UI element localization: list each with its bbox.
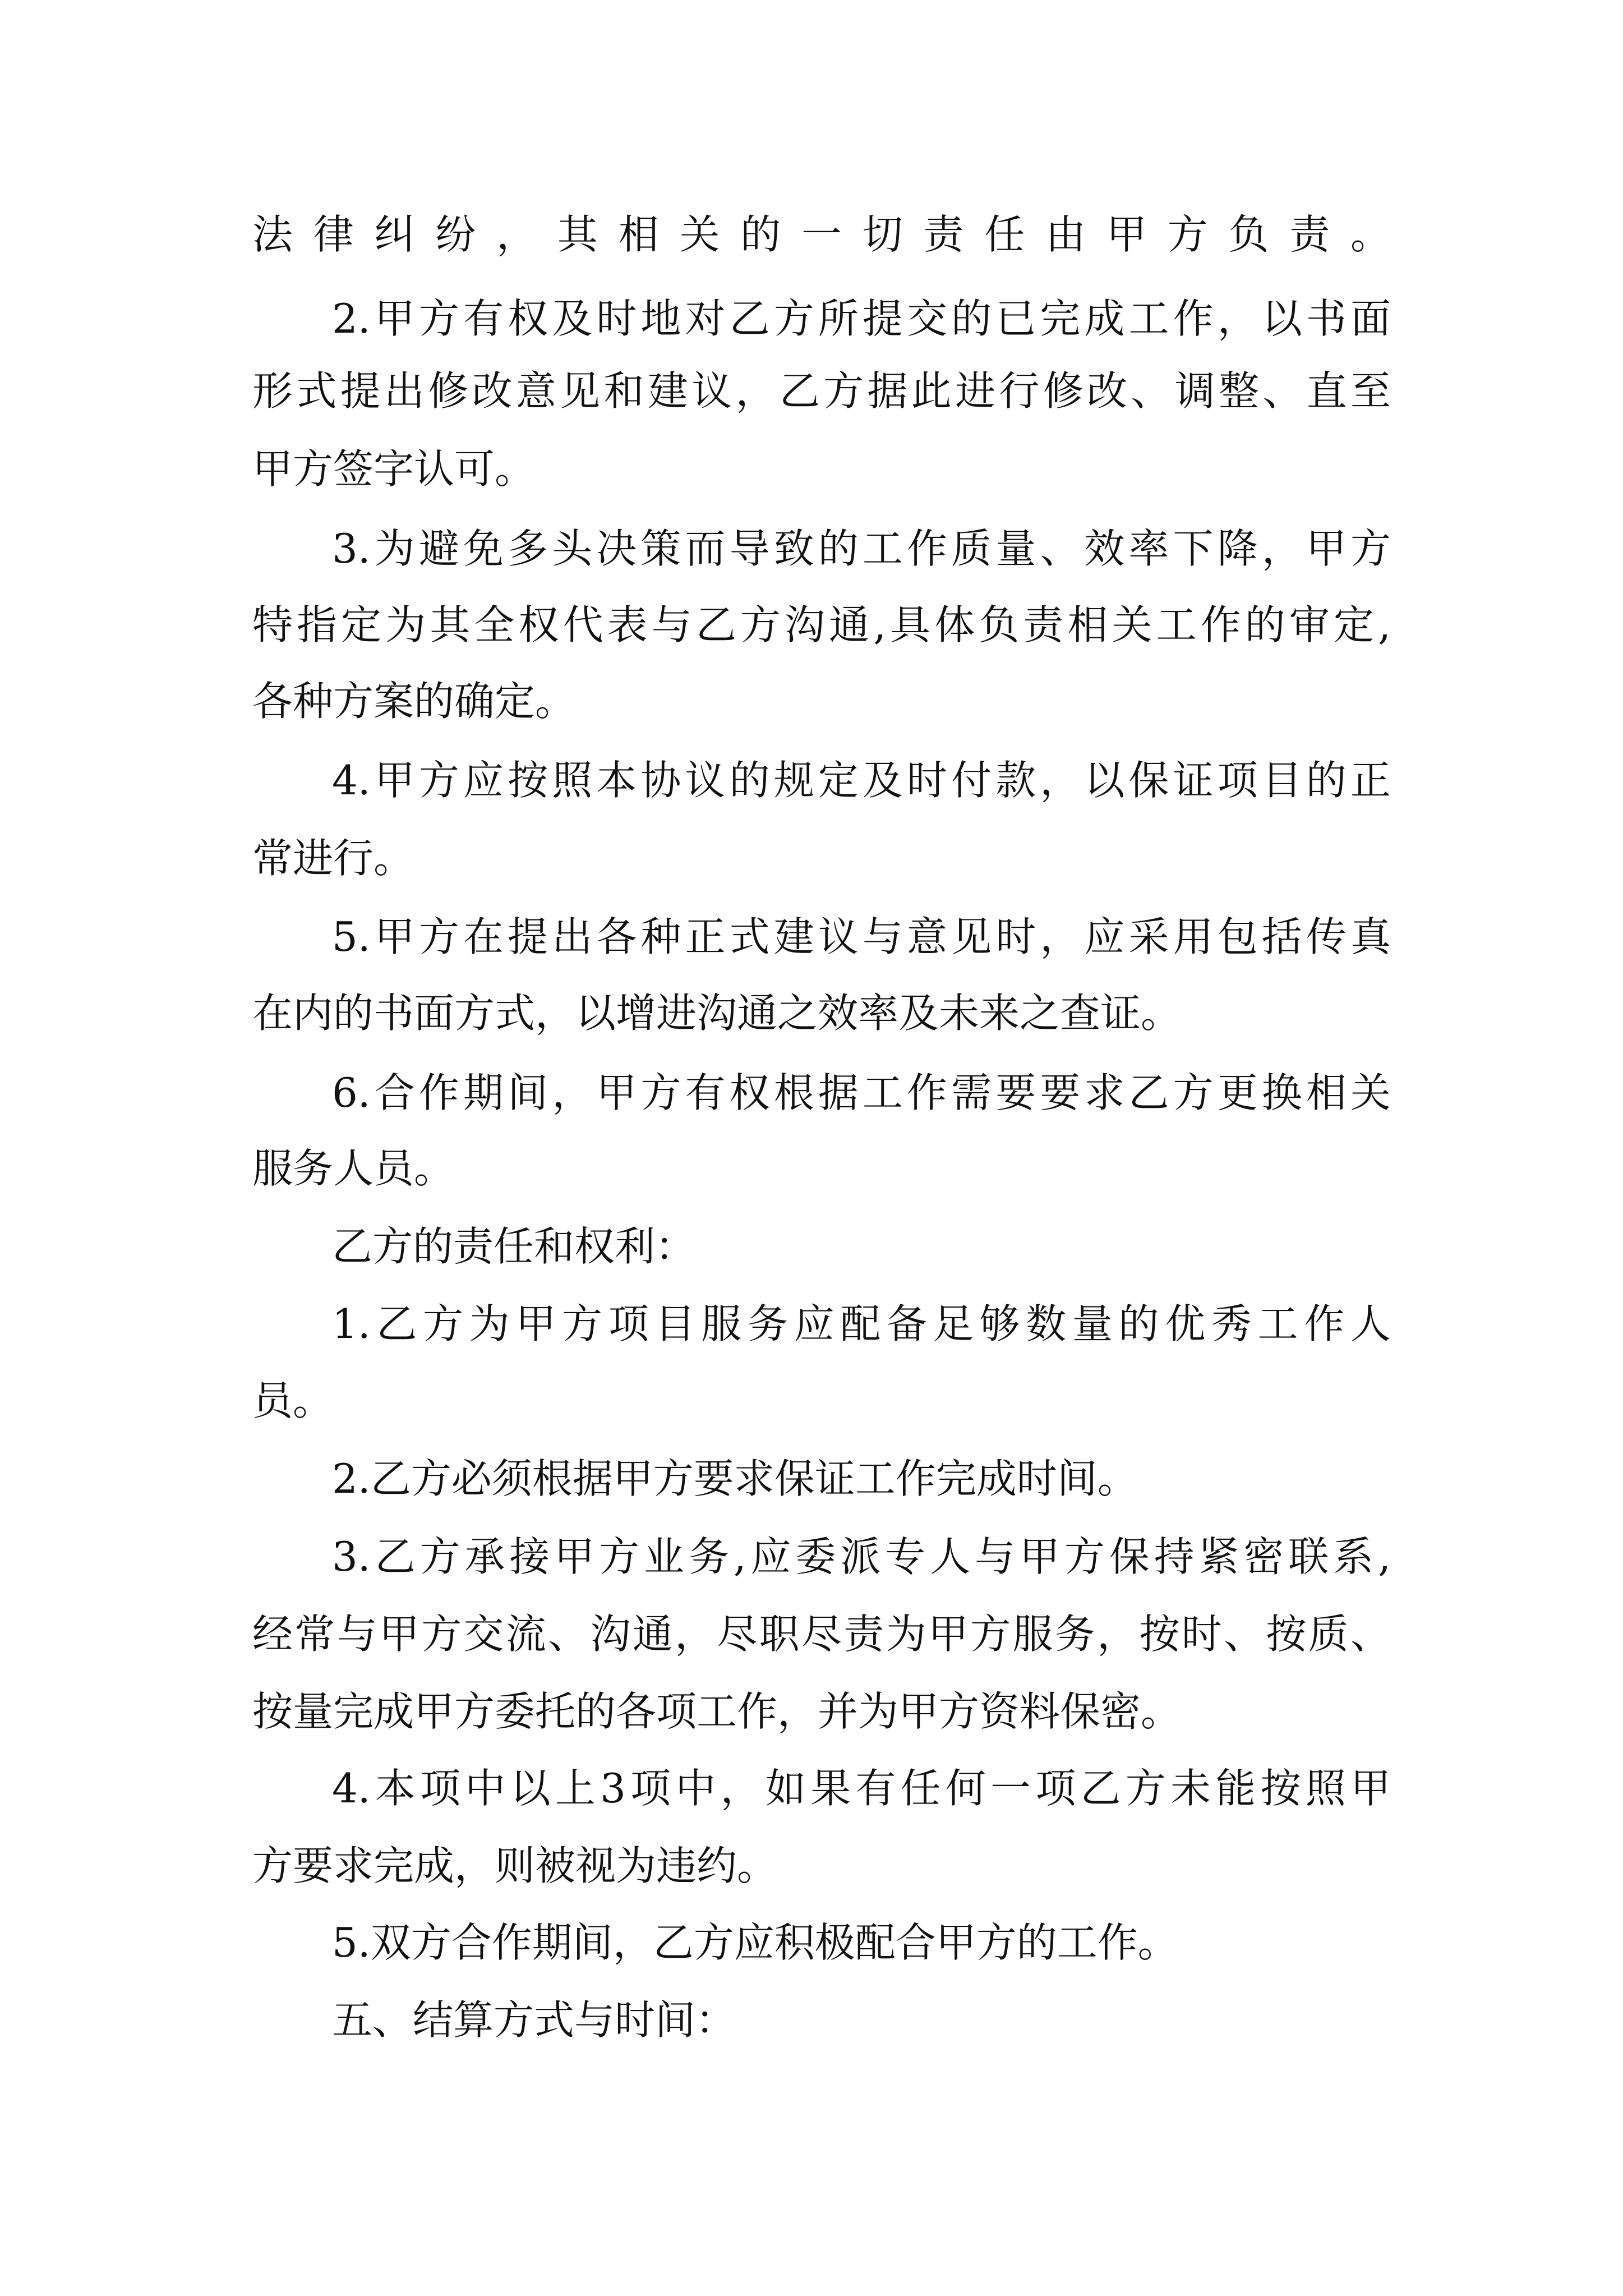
body-text-line: 1.乙方为甲方项目服务应配备足够数量的优秀工作人: [332, 1300, 1391, 1347]
body-text-line: 经常与甲方交流、沟通，尽职尽责为甲方服务，按时、按质、: [252, 1611, 1391, 1658]
body-text-line: 甲方签字认可。: [252, 445, 536, 493]
body-text-line: 服务人员。: [252, 1145, 455, 1192]
body-text-line: 常进行。: [252, 835, 414, 882]
body-text-line: 在内的书面方式，以增进沟通之效率及未来之查证。: [252, 990, 1182, 1037]
body-text-line: 方要求完成，则被视为违约。: [252, 1842, 778, 1889]
body-text-line: 形式提出修改意见和建议，乙方据此进行修改、调整、直至: [252, 367, 1391, 415]
body-text-line: 3.为避免多头决策而导致的工作质量、效率下降，甲方: [332, 525, 1391, 572]
section-heading: 乙方的责任和权利：: [332, 1223, 696, 1270]
body-text-line: 6.合作期间，甲方有权根据工作需要要求乙方更换相关: [332, 1069, 1391, 1116]
body-text-line: 按量完成甲方委托的各项工作，并为甲方资料保密。: [252, 1688, 1182, 1735]
body-text-line: 3.乙方承接甲方业务,应委派专人与甲方保持紧密联系,: [332, 1533, 1391, 1580]
body-text-line: 5.甲方在提出各种正式建议与意见时，应采用包括传真: [332, 913, 1391, 960]
body-text-line: 4.本项中以上3项中，如果有任何一项乙方未能按照甲: [332, 1765, 1391, 1812]
body-text-line: 2.乙方必须根据甲方要求保证工作完成时间。: [332, 1455, 1138, 1502]
body-text-line: 2.甲方有权及时地对乙方所提交的已完成工作，以书面: [332, 295, 1391, 342]
section-heading: 五、结算方式与时间：: [332, 1996, 736, 2044]
body-text-line: 4.甲方应按照本协议的规定及时付款，以保证项目的正: [332, 757, 1391, 804]
body-text-line: 各种方案的确定。: [252, 678, 576, 725]
body-text-line: 特指定为其全权代表与乙方沟通,具体负责相关工作的审定,: [252, 601, 1391, 648]
body-text-line: 法律纠纷，其相关的一切责任由甲方负责。: [252, 211, 1391, 258]
body-text-line: 5.双方合作期间，乙方应积极配合甲方的工作。: [332, 1919, 1178, 1966]
body-text-line: 员。: [252, 1377, 334, 1424]
